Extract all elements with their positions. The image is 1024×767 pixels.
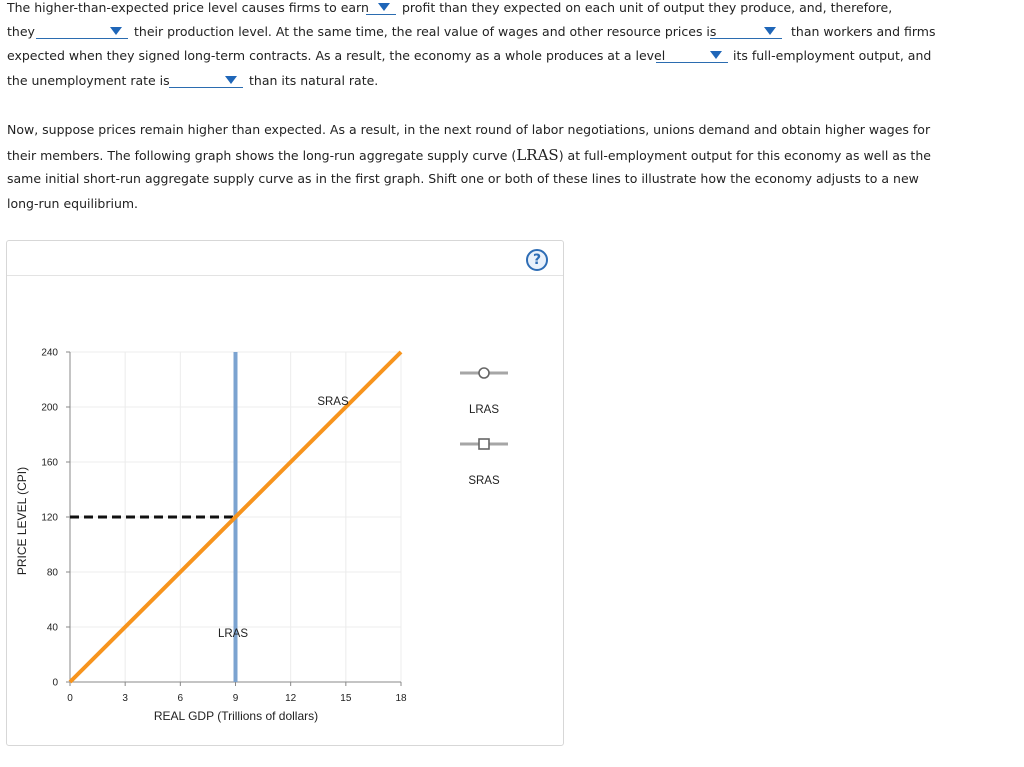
instruction-text: long-run equilibrium. xyxy=(7,196,139,211)
x-axis-label: REAL GDP (Trillions of dollars) xyxy=(153,709,319,723)
question-text: than workers and firms xyxy=(791,24,936,39)
instruction-text: same initial short-run aggregate supply curve as in the first graph. Shift one or both of these lines to illustrate how the economy adjusts to a new xyxy=(7,171,919,186)
x-tick-label: 12 xyxy=(285,693,297,704)
square-handle-icon xyxy=(479,439,489,449)
question-text: The higher-than-expected price level causes firms to earn xyxy=(7,0,369,15)
y-axis-label: PRICE LEVEL (CPI) xyxy=(15,466,29,576)
y-tick-label: 120 xyxy=(41,512,58,524)
y-tick-label: 80 xyxy=(46,567,58,579)
y-tick-label: 240 xyxy=(41,347,58,359)
question-text: its full-employment output, and xyxy=(733,48,932,63)
x-tick-label: 6 xyxy=(177,693,184,704)
y-tick-label: 160 xyxy=(41,457,58,469)
x-tick-label: 18 xyxy=(395,693,407,704)
x-tick-label: 9 xyxy=(232,693,239,704)
legend-sras-tool[interactable] xyxy=(460,439,508,449)
question-text: expected when they signed long-term contracts. As a result, the economy as a whole produces at a level xyxy=(7,48,666,63)
instruction-text: their members. The following graph shows the long-run aggregate supply curve ( xyxy=(7,148,517,163)
help-icon[interactable]: ? xyxy=(526,249,548,271)
question-text: than its natural rate. xyxy=(249,73,379,88)
x-tick-label: 0 xyxy=(67,693,73,704)
lras-curve-label: LRAS xyxy=(217,628,249,640)
instruction-text: ) at full-employment output for this economy as well as the xyxy=(558,148,931,163)
question-text: profit than they expected on each unit of output they produce, and, therefore, xyxy=(402,0,893,15)
x-tick-label: 3 xyxy=(122,693,128,704)
question-text: the unemployment rate is xyxy=(7,73,170,88)
sras-curve-label: SRAS xyxy=(317,396,349,408)
circle-handle-icon xyxy=(479,368,489,378)
legend-sras-label: SRAS xyxy=(468,475,500,487)
lras-math-term: LRAS xyxy=(516,146,559,164)
y-tick-label: 40 xyxy=(46,622,58,634)
question-text: their production level. At the same time, the real value of wages and other resource prices is xyxy=(134,24,717,39)
legend-lras-tool[interactable] xyxy=(460,368,508,378)
question-text: they xyxy=(7,24,35,39)
y-tick-label: 200 xyxy=(41,402,58,414)
legend-lras-label: LRAS xyxy=(468,404,500,416)
instruction-text: Now, suppose prices remain higher than expected. As a result, in the next round of labor negotiations, unions demand and obtain higher wages for xyxy=(7,122,931,137)
y-tick-label: 0 xyxy=(52,677,58,689)
x-tick-label: 15 xyxy=(340,693,352,704)
